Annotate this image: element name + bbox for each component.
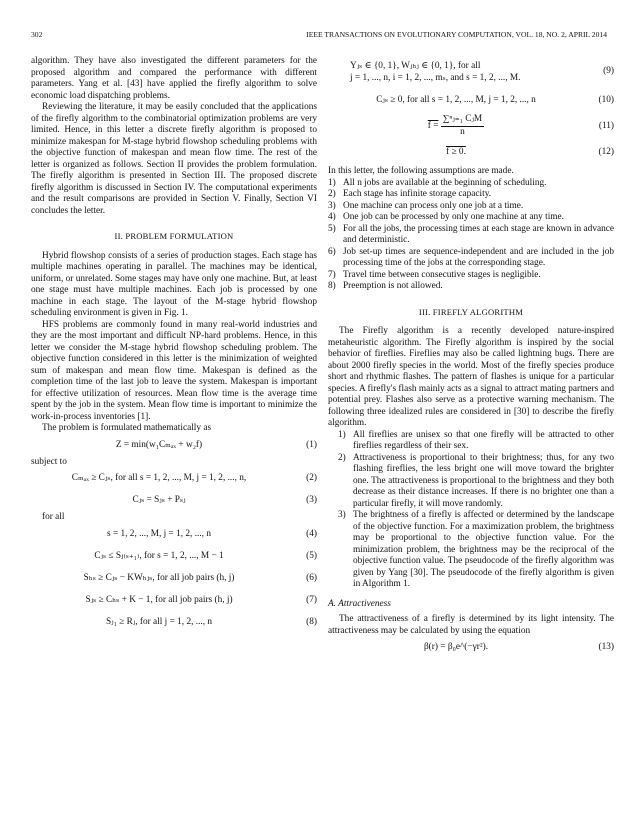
rule-list: [328, 430, 614, 591]
equation-body: Cⱼₛ ≥ 0, for all s = 1, 2, ..., M, j = 1, 2, ..., n: [376, 95, 536, 105]
list-item: [328, 201, 614, 213]
equation-body: [328, 114, 584, 138]
list-item-number: 7): [328, 269, 336, 280]
equation-number: (10): [598, 95, 614, 105]
fraction-denominator: n: [460, 126, 465, 137]
section-heading: III. FIREFLY ALGORITHM: [418, 306, 524, 317]
equation: [328, 90, 614, 112]
list-item-text: All n jobs are available at the beginning of scheduling.: [343, 177, 547, 188]
list-item: [328, 270, 614, 282]
subsection-heading: A. Attractiveness: [328, 598, 391, 609]
equation-number: (4): [306, 528, 317, 539]
equation-number: (13): [598, 642, 614, 652]
journal-title: IEEE TRANSACTIONS ON EVOLUTIONARY COMPUTATION, VOL. 18, NO. 2, APRIL 2014: [306, 30, 607, 39]
paragraph: Hybrid flowshop consists of a series of production stages. Each stage has multiple machines operating in parallel. The machines may be identical, uniform, or unrelated. Some stages may have only one machine. But, at least one stage must have multiple machines. Each job is processed by one machine in each stage. The layout of the M-stage hybrid flowshop scheduling environment is given in Fig. 1.: [31, 250, 317, 318]
list-item-text: Attractiveness is proportional to their brightness; thus, for any two flashing fireflies, the less bright one will move toward the brighter one. The attractiveness is proportional to the brightness and they both decrease as their distance increases. If there is no brighter one than a particular firefly, it will move randomly.: [353, 452, 614, 509]
equation-number: (8): [306, 616, 317, 627]
list-item-text: Travel time between consecutive stages is negligible.: [343, 269, 541, 280]
list-item: [328, 224, 614, 247]
paragraph: for all: [42, 512, 65, 522]
equation: [328, 142, 614, 164]
list-item-text: Job set-up times are sequence-independent and are included in the job processing time of the jobs at the corresponding stage.: [343, 246, 614, 268]
list-item-number: 4): [328, 212, 336, 222]
equation-number: (11): [598, 121, 614, 131]
fraction: [441, 114, 484, 138]
page-header: [0, 30, 638, 42]
equation-body: Cⱼₛ ≤ Sⱼ₍ₛ₊₁₎, for s = 1, 2, ..., M − 1: [94, 550, 224, 561]
equation-body: Sₕₛ ≥ Cⱼₛ − KWₕⱼₛ, for all job pairs (h, j): [83, 572, 235, 583]
equation: [31, 568, 317, 590]
list-item-number: 8): [328, 281, 336, 291]
equation-number: (9): [603, 66, 614, 76]
list-item: [338, 510, 614, 591]
equation: [31, 435, 317, 457]
equation: [328, 637, 614, 659]
list-item-number: 3): [328, 200, 336, 211]
paragraph: Reviewing the literature, it may be easily concluded that the applications of the firefly algorithm to the combinatorial optimization problems are very limited. Hence, in this letter a discrete firefly algorithm is proposed to minimize makespan for M-stage hybrid flowshop scheduling problems with the objective function of makespan and mean flow time. The rest of the letter is organized as follows. Section II provides the problem formulation. The firefly algorithm is presented in Section III. The proposed discrete firefly algorithm is discussed in Section IV. The computational experiments and the result comparisons are provided in Section V. Finally, Section VI concludes the letter.: [31, 102, 317, 216]
equation-body: [328, 147, 584, 159]
equation-body: Cⱼₛ = Sⱼₛ + Pₛⱼ: [132, 495, 186, 505]
paragraph: The problem is formulated mathematically as: [42, 423, 212, 433]
section-heading: II. PROBLEM FORMULATION: [114, 231, 234, 241]
equation: [31, 590, 317, 612]
equation: [328, 112, 614, 142]
list-item: [328, 178, 614, 190]
list-item-text: Preemption is not allowed.: [343, 281, 443, 291]
equation: [328, 56, 614, 90]
list-item-text: The brightness of a firefly is affected or determined by the landscape of the objective function. For a maximization problem, the brightness may be proportional to the objective function value. For the minimization problem, the brightness may be the reciprocal of the objective function value. The pseudocode of the firefly algorithm was given by Yang [30]. The pseudocode of the firefly algorithm is given in Algorithm 1.: [353, 510, 614, 589]
list-item-text: All fireflies are unisex so that one firefly will be attracted to other fireflies regardless of their sex.: [353, 429, 614, 451]
equation: [31, 524, 317, 546]
equation: [31, 612, 317, 634]
equation-body: s = 1, 2, ..., M, j = 1, 2, ..., n: [107, 528, 211, 539]
equation-number: (2): [306, 473, 317, 483]
equation: [31, 490, 317, 512]
equation-body: Cₘₐₓ ≥ Cⱼₛ, for all s = 1, 2, ..., M, j = 1, 2, ..., n,: [71, 473, 247, 483]
paragraph: algorithm. They have also investigated the different parameters for the proposed algorithm and compared the performance with different parameters. Yang et al. [43] have applied the firefly algorithm to solve economic load dispatching problems.: [31, 56, 317, 101]
list-item: [328, 247, 614, 270]
list-item-number: 6): [328, 246, 336, 257]
list-item-text: Each stage has infinite storage capacity.: [343, 189, 492, 199]
equation-line: j = 1, ..., n, i = 1, 2, ..., mₛ, and s = 1, 2, ..., M.: [350, 73, 521, 83]
equation-body: Z = min(w₁Cₘₐₓ + w₂f): [115, 439, 203, 450]
list-item: [328, 281, 614, 293]
list-item-number: 1): [338, 429, 346, 440]
list-item-number: 2): [328, 189, 336, 199]
left-column: [31, 56, 317, 634]
paragraph: HFS problems are commonly found in many real-world industries and they are the most important and difficult NP-hard problems. Hence, in this letter we consider the M-stage hybrid flowshop scheduling problem. The objective function considered in this letter is the minimization of weighted sum of makespan and mean flow time. Makespan is defined as the completion time of the last job to leave the system. Makespan is important for effective utilization of resources. Mean flow time is the average time spent by the job in the system. Mean flow time is important to minimize the work-in-process inventories [1].: [31, 319, 317, 422]
list-item: [338, 430, 614, 453]
paragraph: The Firefly algorithm is a recently developed nature-inspired metaheuristic algorithm. The Firefly algorithm is inspired by the social behavior of fireflies. Fireflies may also be called lightning bugs. There are about 2000 firefly species in the world. Most of the firefly species produce short and rhythmic flashes. The pattern of flashes is unique for a particular species. A firefly's flash mainly acts as a signal to attract mating partners and potential prey. Flashes also serve as a protective warning mechanism. The following three idealized rules are considered in [30] to describe the firefly algorithm.: [328, 326, 614, 428]
list-item-number: 2): [338, 452, 346, 463]
equation-line: Yⱼₛ ∈ {0, 1}, Wⱼₕⱼ ∈ {0, 1}, for all: [350, 61, 481, 71]
assumption-list: [328, 178, 614, 293]
equation-body: [350, 60, 584, 84]
paragraph: In this letter, the following assumptions are made.: [328, 166, 514, 176]
list-item-text: One machine can process only one job at a time.: [343, 200, 524, 211]
equation: [31, 468, 317, 490]
equation-number: (6): [306, 572, 317, 583]
right-column: [328, 56, 614, 659]
list-item-number: 5): [328, 223, 336, 234]
paragraph: The attractiveness of a firefly is determined by its light intensity. The attractiveness may be calculated by using the equation: [328, 614, 614, 636]
equation-body: β(r) = β₀e^(−γr²).: [423, 642, 489, 652]
equation-lhs: f =: [427, 121, 439, 132]
list-item-text: One job can be processed by only one machine at any time.: [343, 212, 564, 222]
equation-number: (5): [306, 550, 317, 561]
list-item-text: For all the jobs, the processing times at each stage are known in advance and deterministic.: [343, 223, 614, 245]
equation-number: (3): [306, 495, 317, 505]
equation-body: Sⱼₛ ≥ Cₕₛ + K − 1, for all job pairs (h, j): [85, 594, 233, 605]
list-item-number: 3): [338, 510, 346, 520]
equation-number: (7): [306, 594, 317, 605]
equation-body: Sⱼ₁ ≥ Rⱼ, for all j = 1, 2, ..., n: [105, 616, 213, 627]
equation-text: f ≥ 0.: [446, 147, 466, 157]
equation-number: (12): [598, 147, 614, 157]
list-item: [328, 189, 614, 201]
fraction-numerator: ∑ⁿⱼ₌₁ CⱼM: [441, 114, 484, 127]
page-number: 302: [31, 30, 43, 39]
paragraph: subject to: [31, 456, 67, 467]
list-item: [338, 453, 614, 511]
equation: [31, 546, 317, 568]
equation-number: (1): [306, 439, 317, 450]
list-item-number: 1): [328, 177, 336, 188]
list-item: [328, 212, 614, 224]
